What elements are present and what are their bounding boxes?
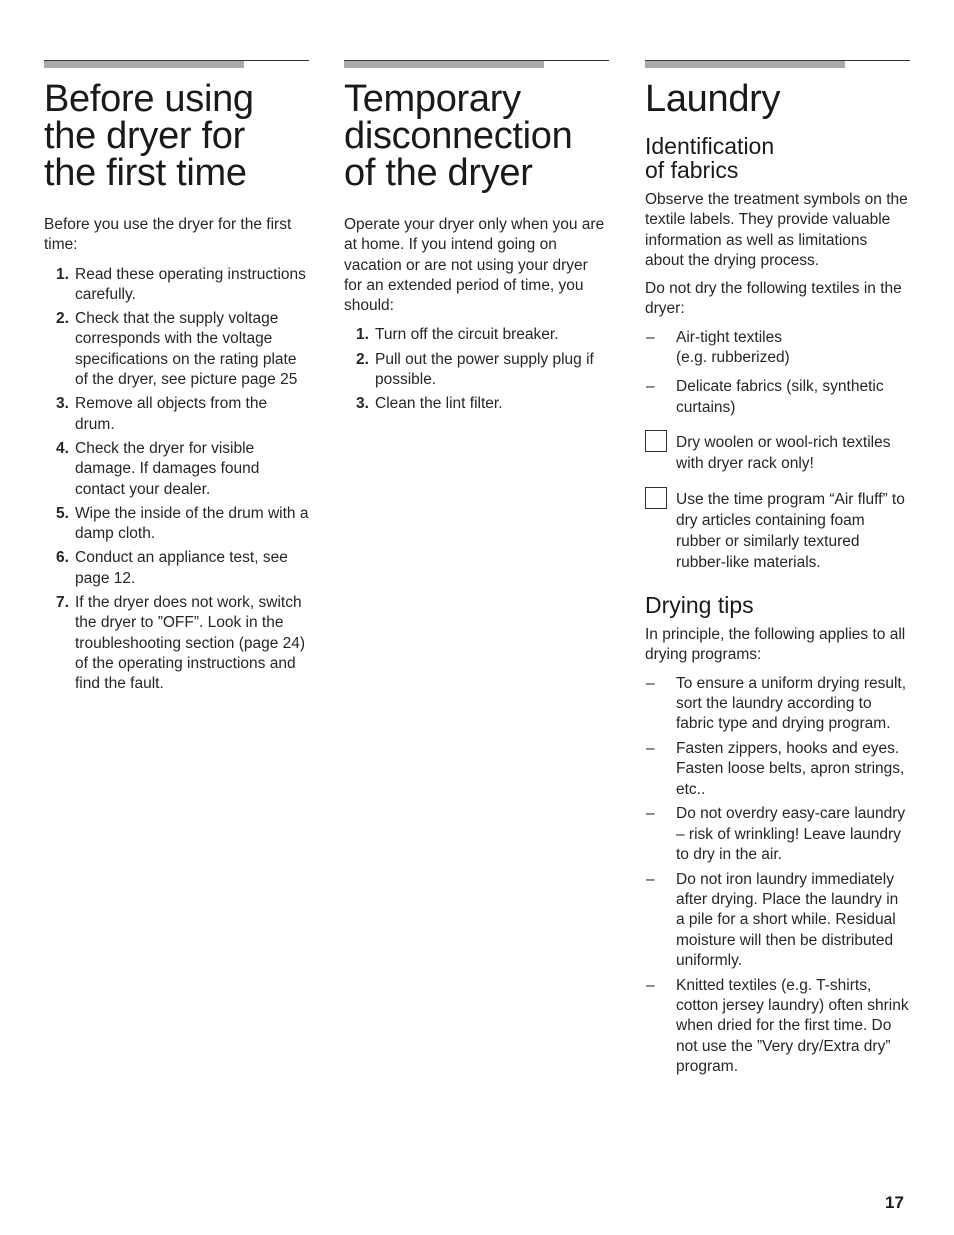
- step-item: 7. If the dryer does not work, switch the dryer to ”OFF”. Look in the troubleshooting section (page 24) of the operating instructions and find the fault.: [56, 594, 306, 693]
- list-item: – Knitted textiles (e.g. T-shirts, cotton jersey laundry) often shrink when dried for the first time. Do not use the ”Very dry/Extra dry” program.: [646, 976, 909, 1075]
- section-title: Laundry: [645, 78, 781, 120]
- list-item: – Fasten zippers, hooks and eyes. Fasten loose belts, apron strings, etc..: [646, 739, 905, 798]
- list-item: – Air-tight textiles (e.g. rubberized): [646, 328, 790, 367]
- section-rule: [344, 60, 609, 69]
- step-item: 2. Pull out the power supply plug if possible.: [356, 350, 594, 389]
- subheading-drying-tips: Drying tips: [645, 591, 754, 618]
- section-laundry: [645, 60, 910, 1082]
- list-item: – Delicate fabrics (silk, synthetic curtains): [646, 378, 884, 416]
- step-item: 2. Check that the supply voltage corresponds with the voltage specifications on the rating plate of the dryer, see picture page 25: [56, 310, 298, 389]
- care-symbol-icon: [645, 430, 667, 452]
- list-item: – To ensure a uniform drying result, sort the laundry according to fabric type and drying program.: [646, 674, 907, 733]
- symbol-note-wool: Dry woolen or wool-rich textiles with dryer rack only!: [645, 432, 910, 474]
- identification-paragraph: Observe the treatment symbols on the textile labels. They provide valuable information as well as limitations about the drying process.: [645, 191, 908, 269]
- list-item: – Do not iron laundry immediately after drying. Place the laundry in a pile for a short while. Residual moisture will then be distributed uniformly.: [646, 870, 899, 969]
- page-number: 17: [885, 1193, 904, 1212]
- drying-tips-intro: In principle, the following applies to all drying programs:: [645, 625, 906, 664]
- steps-list: [44, 265, 309, 695]
- list-item: – Do not overdry easy-care laundry – risk of wrinkling! Leave laundry to dry in the air.: [646, 805, 906, 863]
- subheading-identification: Identification of fabrics: [645, 133, 775, 183]
- do-not-dry-list: [645, 328, 910, 418]
- step-item: 1. Turn off the circuit breaker.: [356, 326, 559, 344]
- section-rule: [44, 60, 309, 69]
- steps-list: [344, 325, 609, 414]
- step-item: 3. Clean the lint filter.: [356, 395, 503, 413]
- section-before-first-use: [44, 60, 309, 699]
- section-title: Before using the dryer for the first time: [44, 78, 254, 194]
- step-item: 5. Wipe the inside of the drum with a damp cloth.: [56, 504, 309, 543]
- step-item: 6. Conduct an appliance test, see page 12.: [56, 549, 288, 587]
- care-symbol-icon: [645, 487, 667, 509]
- section-rule: [645, 60, 910, 69]
- drying-tips-list: [645, 674, 910, 1078]
- step-item: 3. Remove all objects from the drum.: [56, 395, 268, 433]
- section-title: Temporary disconnection of the dryer: [344, 78, 573, 194]
- symbol-note-air-fluff: Use the time program “Air fluff” to dry articles containing foam rubber or similarly textured rubber-like materials.: [645, 489, 910, 573]
- section-intro: Operate your dryer only when you are at home. If you intend going on vacation or are not using your dryer for an extended period of time, you should:: [344, 216, 605, 315]
- step-item: 4. Check the dryer for visible damage. If damages found contact your dealer.: [56, 439, 260, 498]
- section-temporary-disconnection: [344, 60, 609, 419]
- section-intro: Before you use the dryer for the first time:: [44, 216, 292, 254]
- do-not-dry-paragraph: Do not dry the following textiles in the dryer:: [645, 280, 902, 318]
- step-item: 1. Read these operating instructions carefully.: [56, 265, 306, 303]
